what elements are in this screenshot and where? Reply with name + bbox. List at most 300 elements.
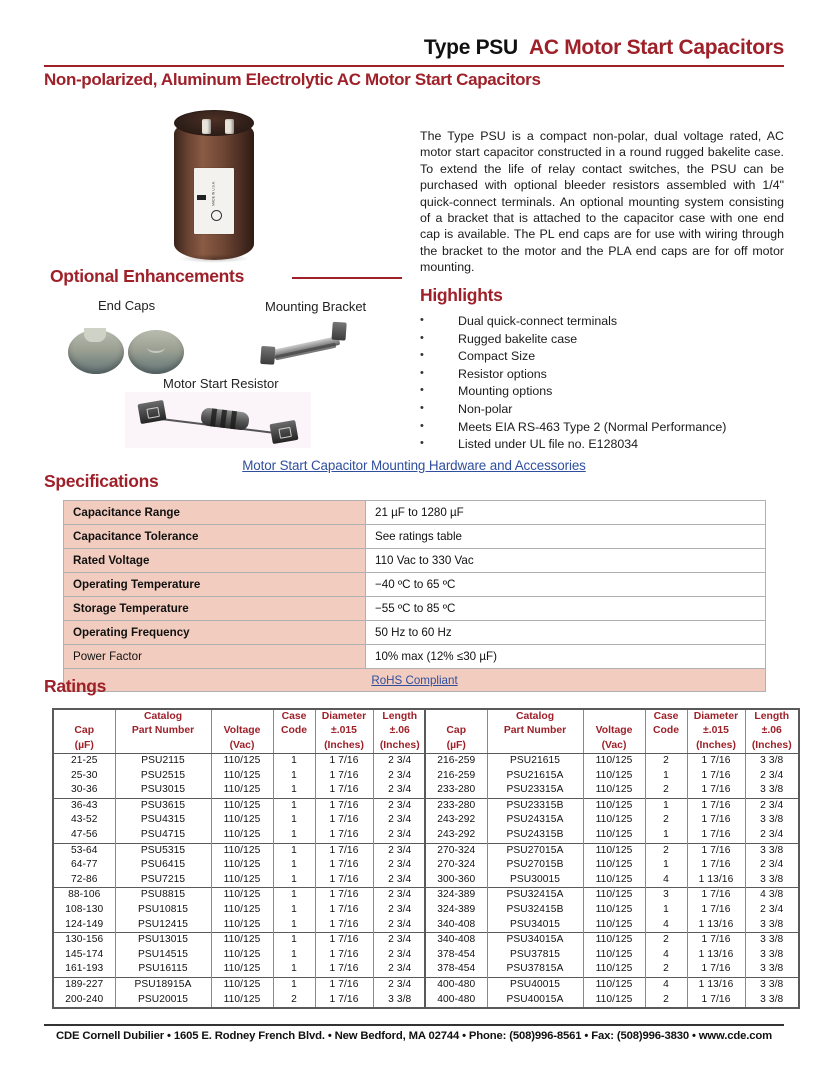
table-cell: 110/125 — [211, 783, 273, 798]
table-cell: 4 — [645, 918, 687, 933]
table-row — [53, 769, 427, 784]
table-cell: 2 — [645, 783, 687, 798]
table-row — [53, 828, 427, 843]
table-cell: 110/125 — [211, 798, 273, 813]
table-cell: 124-149 — [53, 918, 115, 933]
table-cell: 3 3/8 — [745, 843, 799, 858]
table-row — [53, 903, 427, 918]
table-cell: 2 3/4 — [373, 798, 427, 813]
table-cell: 1 7/16 — [315, 977, 373, 992]
ratings-left-body — [53, 754, 427, 1009]
highlights-list — [420, 313, 784, 454]
table-row — [53, 873, 427, 888]
table-cell: 3 3/8 — [745, 813, 799, 828]
table-cell: 2 3/4 — [373, 858, 427, 873]
ratings-right-head — [425, 709, 799, 754]
spec-key: Capacitance Range — [64, 501, 366, 525]
table-cell: PSU24315B — [487, 828, 583, 843]
table-cell: 400-480 — [425, 993, 487, 1009]
table-cell: 110/125 — [583, 858, 645, 873]
table-cell: 110/125 — [583, 903, 645, 918]
ratings-col-header — [425, 709, 487, 724]
spec-value: 110 Vac to 330 Vac — [366, 549, 766, 573]
table-cell: 110/125 — [211, 888, 273, 903]
table-cell: 340-408 — [425, 933, 487, 948]
spec-row — [64, 645, 766, 669]
table-cell: 1 7/16 — [315, 873, 373, 888]
footer-text: CDE Cornell Dubilier • 1605 E. Rodney French Blvd. • New Bedford, MA 02744 • Phone: (508)996-8561 • Fax: (508)996-3830 • www.cde.com — [55, 1030, 773, 1042]
ratings-heading: Ratings — [44, 676, 107, 696]
table-cell: 300-360 — [425, 873, 487, 888]
end-caps-image — [68, 326, 193, 376]
table-cell: 324-389 — [425, 888, 487, 903]
ratings-col-header: ±.015 — [315, 724, 373, 738]
table-row — [425, 858, 799, 873]
table-cell: 2 3/4 — [373, 918, 427, 933]
optional-enhancements-rule — [292, 277, 402, 279]
table-cell: 110/125 — [583, 783, 645, 798]
table-row — [425, 933, 799, 948]
table-row — [53, 993, 427, 1009]
table-cell: 1 7/16 — [315, 888, 373, 903]
table-cell: PSU5315 — [115, 843, 211, 858]
table-cell: 161-193 — [53, 962, 115, 977]
table-cell: 110/125 — [211, 948, 273, 963]
ratings-right-body — [425, 754, 799, 1009]
table-cell: 110/125 — [583, 769, 645, 784]
table-cell: 47-56 — [53, 828, 115, 843]
table-cell: 2 3/4 — [373, 948, 427, 963]
ratings-col-header — [53, 709, 115, 724]
ratings-col-header: Catalog — [487, 709, 583, 724]
table-cell: 243-292 — [425, 828, 487, 843]
table-cell: 2 3/4 — [373, 843, 427, 858]
table-cell: 2 — [645, 813, 687, 828]
table-cell: 2 3/4 — [373, 813, 427, 828]
table-cell: PSU34015A — [487, 933, 583, 948]
table-row — [425, 918, 799, 933]
table-cell: 1 7/16 — [315, 858, 373, 873]
table-cell: 1 — [645, 798, 687, 813]
ratings-col-header: Voltage — [583, 724, 645, 738]
spec-value: −55 ºC to 85 ºC — [366, 597, 766, 621]
ratings-col-header: Part Number — [487, 724, 583, 738]
table-cell: PSU30015 — [487, 873, 583, 888]
table-cell: 400-480 — [425, 977, 487, 992]
ratings-col-header: (Inches) — [373, 738, 427, 754]
table-cell: 110/125 — [583, 948, 645, 963]
table-cell: 3 3/8 — [745, 933, 799, 948]
ratings-table-left — [52, 708, 428, 1009]
ratings-col-header: (Vac) — [583, 738, 645, 754]
table-cell: PSU24315A — [487, 813, 583, 828]
table-cell: 1 — [273, 798, 315, 813]
table-cell: 3 3/8 — [745, 962, 799, 977]
table-cell: PSU2515 — [115, 769, 211, 784]
table-cell: 130-156 — [53, 933, 115, 948]
table-cell: 2 3/4 — [373, 754, 427, 769]
table-cell: PSU16115 — [115, 962, 211, 977]
table-row — [425, 798, 799, 813]
spec-key: Rated Voltage — [64, 549, 366, 573]
spec-row — [64, 621, 766, 645]
ratings-header-row — [425, 724, 799, 738]
list-item: • Resistor options — [420, 366, 784, 384]
spec-row — [64, 549, 766, 573]
table-cell: PSU37815 — [487, 948, 583, 963]
ratings-col-header: ±.015 — [687, 724, 745, 738]
table-cell: 3 3/8 — [745, 918, 799, 933]
specifications-table-body — [64, 501, 766, 692]
capacitor-label-line1: MADE IN U.S.A. — [211, 180, 216, 206]
page-title-product: AC Motor Start Capacitors — [528, 36, 784, 59]
table-cell: 110/125 — [211, 977, 273, 992]
ratings-col-header: (Inches) — [745, 738, 799, 754]
table-cell: PSU7215 — [115, 873, 211, 888]
table-cell: 1 — [645, 769, 687, 784]
table-cell: 1 7/16 — [315, 933, 373, 948]
table-cell: 1 — [645, 858, 687, 873]
table-cell: 1 13/16 — [687, 918, 745, 933]
table-cell: 2 — [645, 754, 687, 769]
table-cell: PSU34015 — [487, 918, 583, 933]
ratings-col-header: Part Number — [115, 724, 211, 738]
table-cell: PSU14515 — [115, 948, 211, 963]
table-cell: PSU37815A — [487, 962, 583, 977]
table-cell: 1 7/16 — [687, 813, 745, 828]
optional-enhancements-heading: Optional Enhancements — [50, 266, 245, 286]
table-cell: PSU32415A — [487, 888, 583, 903]
table-cell: 216-259 — [425, 769, 487, 784]
table-cell: 2 3/4 — [373, 888, 427, 903]
table-cell: 36-43 — [53, 798, 115, 813]
ratings-col-header: (Vac) — [211, 738, 273, 754]
table-cell: 1 — [273, 977, 315, 992]
table-cell: 1 — [273, 888, 315, 903]
spec-value: See ratings table — [366, 525, 766, 549]
table-row — [425, 888, 799, 903]
table-cell: 1 7/16 — [315, 798, 373, 813]
table-cell: 2 3/4 — [373, 828, 427, 843]
rohs-cell — [64, 669, 766, 692]
table-cell: 4 — [645, 977, 687, 992]
table-cell: 1 7/16 — [315, 993, 373, 1009]
ratings-header-row — [53, 738, 427, 754]
table-cell: 3 3/8 — [745, 754, 799, 769]
spec-key: Power Factor — [64, 645, 366, 669]
table-cell: 1 7/16 — [687, 769, 745, 784]
table-cell: 2 3/4 — [745, 858, 799, 873]
table-cell: 72-86 — [53, 873, 115, 888]
table-row — [425, 962, 799, 977]
ratings-header-row — [425, 738, 799, 754]
ratings-col-header — [583, 709, 645, 724]
mounting-hardware-link[interactable]: Motor Start Capacitor Mounting Hardware and Accessories — [242, 458, 586, 473]
table-row — [53, 843, 427, 858]
table-cell: PSU27015B — [487, 858, 583, 873]
table-row — [425, 977, 799, 992]
table-cell: 1 7/16 — [315, 918, 373, 933]
rohs-compliant-link[interactable]: RoHS Compliant — [371, 673, 458, 687]
cde-logo-icon — [197, 195, 206, 200]
intro-paragraph: The Type PSU is a compact non-polar, dual voltage rated, AC motor start capacitor constructed in a round rugged bakelite case. To extend the life of relay contact switches, the PSU can be purchased with optional bleeder resistors assembled with 1/4" quick-connect terminals. An optional mounting system consisting of a bracket that is attached to the capacitor case with one end cap is available. The PL end caps are for use with wiring through the bracket to the motor and the PLA end caps are for off motor mounting. — [420, 129, 784, 275]
terminal-icon — [202, 119, 211, 134]
table-cell: 110/125 — [211, 933, 273, 948]
ratings-header-row — [53, 709, 427, 724]
table-row — [425, 993, 799, 1009]
table-cell: 1 — [645, 903, 687, 918]
mounting-bracket-image — [255, 319, 355, 376]
table-cell: 2 3/4 — [745, 769, 799, 784]
table-cell: 2 — [273, 993, 315, 1009]
table-cell: 25-30 — [53, 769, 115, 784]
spec-rohs-row — [64, 669, 766, 692]
spec-row — [64, 501, 766, 525]
table-cell: 2 3/4 — [745, 903, 799, 918]
table-cell: 1 7/16 — [687, 903, 745, 918]
ratings-col-header: Voltage — [211, 724, 273, 738]
spec-key: Storage Temperature — [64, 597, 366, 621]
table-cell: 233-280 — [425, 798, 487, 813]
spec-value: 10% max (12% ≤30 µF) — [366, 645, 766, 669]
table-cell: 1 7/16 — [315, 813, 373, 828]
spec-value: −40 ºC to 65 ºC — [366, 573, 766, 597]
table-cell: 110/125 — [211, 903, 273, 918]
table-cell: 64-77 — [53, 858, 115, 873]
capacitor-product-image — [168, 104, 260, 266]
table-cell: PSU4315 — [115, 813, 211, 828]
table-cell: 3 3/8 — [745, 873, 799, 888]
table-cell: 1 7/16 — [687, 783, 745, 798]
table-cell: 110/125 — [583, 933, 645, 948]
table-cell: 110/125 — [583, 873, 645, 888]
ratings-col-header: (µF) — [425, 738, 487, 754]
table-cell: 2 3/4 — [373, 903, 427, 918]
table-cell: 1 — [273, 843, 315, 858]
table-cell: 378-454 — [425, 962, 487, 977]
table-row — [53, 948, 427, 963]
table-cell: PSU40015A — [487, 993, 583, 1009]
table-cell: 1 7/16 — [315, 769, 373, 784]
table-cell: PSU2115 — [115, 754, 211, 769]
table-cell: 108-130 — [53, 903, 115, 918]
list-item: • Rugged bakelite case — [420, 331, 784, 349]
table-cell: 1 — [645, 828, 687, 843]
capacitor-label — [194, 168, 234, 234]
table-cell: PSU3015 — [115, 783, 211, 798]
table-row — [53, 977, 427, 992]
ratings-col-header: Case — [645, 709, 687, 724]
footer-divider — [44, 1024, 784, 1026]
table-row — [425, 828, 799, 843]
capacitor-shadow — [178, 254, 250, 263]
list-item: • Meets EIA RS-463 Type 2 (Normal Performance) — [420, 419, 784, 437]
table-cell: 243-292 — [425, 813, 487, 828]
table-row — [53, 962, 427, 977]
table-cell: 1 7/16 — [687, 858, 745, 873]
resistor-terminal-icon — [137, 400, 166, 424]
table-cell: 1 — [273, 783, 315, 798]
table-cell: 1 7/16 — [315, 783, 373, 798]
ratings-col-header: (Inches) — [687, 738, 745, 754]
table-cell: PSU12415 — [115, 918, 211, 933]
table-cell: 1 13/16 — [687, 873, 745, 888]
resistor-body — [200, 407, 250, 431]
table-row — [53, 754, 427, 769]
end-cap-icon — [128, 330, 184, 374]
mounting-bracket-label: Mounting Bracket — [265, 299, 367, 314]
table-row — [425, 813, 799, 828]
table-cell: PSU20015 — [115, 993, 211, 1009]
table-cell: 189-227 — [53, 977, 115, 992]
table-cell: 2 3/4 — [373, 873, 427, 888]
table-cell: 1 — [273, 903, 315, 918]
table-cell: 340-408 — [425, 918, 487, 933]
table-cell: 43-52 — [53, 813, 115, 828]
table-cell: 2 3/4 — [373, 977, 427, 992]
table-cell: 1 13/16 — [687, 948, 745, 963]
table-cell: 3 3/8 — [745, 948, 799, 963]
ratings-col-header: ±.06 — [745, 724, 799, 738]
table-cell: 88-106 — [53, 888, 115, 903]
table-cell: 1 7/16 — [687, 993, 745, 1009]
table-cell: 1 7/16 — [687, 798, 745, 813]
table-cell: PSU21615 — [487, 754, 583, 769]
table-cell: 378-454 — [425, 948, 487, 963]
table-cell: 110/125 — [583, 828, 645, 843]
page-title-type: Type PSU — [423, 36, 518, 59]
table-cell: PSU21615A — [487, 769, 583, 784]
table-cell: 110/125 — [583, 918, 645, 933]
table-cell: 110/125 — [211, 873, 273, 888]
table-row — [53, 798, 427, 813]
table-cell: 233-280 — [425, 783, 487, 798]
ratings-col-header — [645, 738, 687, 754]
table-row — [425, 843, 799, 858]
table-cell: 1 13/16 — [687, 977, 745, 992]
table-cell: PSU3615 — [115, 798, 211, 813]
table-cell: 1 — [273, 962, 315, 977]
spec-key: Capacitance Tolerance — [64, 525, 366, 549]
table-cell: 110/125 — [583, 813, 645, 828]
specifications-heading: Specifications — [44, 471, 159, 491]
table-cell: 2 — [645, 933, 687, 948]
ratings-col-header: Length — [373, 709, 427, 724]
ratings-col-header: Diameter — [687, 709, 745, 724]
highlights-heading: Highlights — [420, 285, 503, 305]
table-cell: 1 7/16 — [315, 962, 373, 977]
table-row — [53, 783, 427, 798]
table-cell: 110/125 — [211, 828, 273, 843]
motor-start-resistor-label: Motor Start Resistor — [163, 376, 279, 391]
table-cell: PSU10815 — [115, 903, 211, 918]
table-cell: 2 3/4 — [745, 828, 799, 843]
table-cell: PSU6415 — [115, 858, 211, 873]
table-cell: 1 — [273, 828, 315, 843]
resistor-terminal-icon — [269, 420, 298, 444]
spec-value: 21 µF to 1280 µF — [366, 501, 766, 525]
table-cell: 110/125 — [583, 993, 645, 1009]
table-row — [425, 754, 799, 769]
table-cell: 2 3/4 — [373, 933, 427, 948]
table-cell: 2 3/4 — [373, 962, 427, 977]
ratings-col-header: Code — [273, 724, 315, 738]
table-cell: 110/125 — [583, 977, 645, 992]
bracket-clip-icon — [260, 346, 275, 365]
table-cell: 3 — [645, 888, 687, 903]
spec-key: Operating Frequency — [64, 621, 366, 645]
ratings-header-row — [53, 724, 427, 738]
table-cell: 3 3/8 — [745, 993, 799, 1009]
ratings-col-header: (µF) — [53, 738, 115, 754]
table-cell: 110/125 — [211, 962, 273, 977]
ratings-col-header: Diameter — [315, 709, 373, 724]
table-cell: 1 7/16 — [687, 754, 745, 769]
table-cell: 1 7/16 — [315, 843, 373, 858]
ratings-col-header: Length — [745, 709, 799, 724]
table-cell: 1 7/16 — [687, 962, 745, 977]
table-cell: 4 — [645, 873, 687, 888]
table-row — [425, 873, 799, 888]
end-caps-label: End Caps — [98, 298, 156, 313]
table-cell: 2 3/4 — [745, 798, 799, 813]
table-cell: 110/125 — [211, 918, 273, 933]
end-cap-icon — [68, 330, 124, 374]
ratings-col-header: Cap — [53, 724, 115, 738]
table-cell: 145-174 — [53, 948, 115, 963]
ratings-table-right — [424, 708, 800, 1009]
table-cell: 324-389 — [425, 903, 487, 918]
specifications-table — [63, 500, 766, 692]
table-cell: 21-25 — [53, 754, 115, 769]
table-cell: 1 7/16 — [687, 888, 745, 903]
table-cell: PSU23315A — [487, 783, 583, 798]
ratings-col-header: Catalog — [115, 709, 211, 724]
table-cell: 2 3/4 — [373, 769, 427, 784]
spec-value: 50 Hz to 60 Hz — [366, 621, 766, 645]
list-item: • Compact Size — [420, 348, 784, 366]
table-cell: 1 — [273, 813, 315, 828]
table-cell: 110/125 — [211, 813, 273, 828]
ratings-col-header — [115, 738, 211, 754]
ratings-header-row — [425, 709, 799, 724]
table-cell: PSU27015A — [487, 843, 583, 858]
list-item: • Dual quick-connect terminals — [420, 313, 784, 331]
table-cell: 1 — [273, 769, 315, 784]
table-cell: 270-324 — [425, 843, 487, 858]
table-cell: 110/125 — [211, 993, 273, 1009]
table-cell: 1 7/16 — [315, 754, 373, 769]
list-item: • Listed under UL file no. E128034 — [420, 436, 784, 454]
table-cell: 2 3/4 — [373, 783, 427, 798]
table-cell: PSU18915A — [115, 977, 211, 992]
table-cell: PSU8815 — [115, 888, 211, 903]
table-cell: 216-259 — [425, 754, 487, 769]
capacitor-top — [174, 110, 254, 136]
table-cell: 1 7/16 — [315, 903, 373, 918]
table-cell: 110/125 — [211, 769, 273, 784]
table-cell: 3 3/8 — [745, 977, 799, 992]
table-cell: 2 — [645, 962, 687, 977]
ratings-col-header: ±.06 — [373, 724, 427, 738]
page-subtitle: Non-polarized, Aluminum Electrolytic AC Motor Start Capacitors — [44, 70, 541, 89]
table-row — [53, 813, 427, 828]
ratings-col-header: (Inches) — [315, 738, 373, 754]
table-cell: 1 — [273, 754, 315, 769]
table-cell: 1 7/16 — [687, 843, 745, 858]
list-item: • Mounting options — [420, 383, 784, 401]
table-cell: 110/125 — [583, 962, 645, 977]
